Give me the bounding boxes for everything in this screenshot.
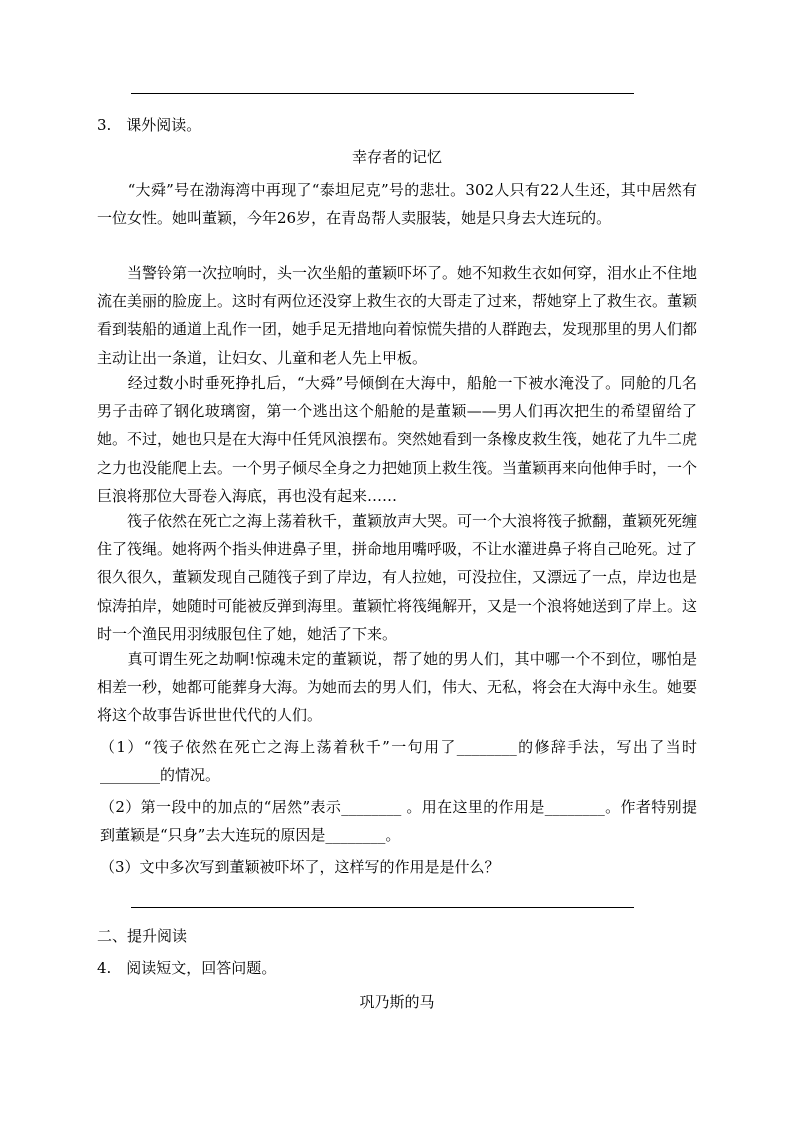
question-3: （3）文中多次写到董颖被吓坏了，这样写的作用是是什么？ (100, 858, 500, 876)
paragraph-1: “大舜”号在渤海湾中再现了“泰坦尼克”号的悲壮。302人只有22人生还，其中居然有一位女性。她叫董颖，今年26岁，在青岛帮人卖服装，她是只身去大连玩的。 (97, 181, 697, 228)
answer-line (131, 907, 634, 908)
question-2: （2）第一段中的加点的“居然”表示________ 。用在这里的作用是________。作者特别提到董颖是“只身”去大连玩的原因是________。 (100, 798, 697, 845)
article-title: 幸存者的记忆 (351, 148, 442, 166)
paragraph-5: 真可谓生死之劫啊!惊魂未定的董颖说，帮了她的男人们，其中哪一个不到位，哪怕是相差一秒，她都可能葬身大海。为她而去的男人们，伟大、无私，将会在大海中永生。她要将这个故事告诉世世代代的人们。 (97, 650, 698, 725)
article-title-2: 巩乃斯的马 (359, 993, 435, 1011)
section-4-heading: 4. 阅读短文，回答问题。 (97, 959, 277, 977)
paragraph-4: 筏子依然在死亡之海上荡着秋千，董颖放声大哭。可一个大浪将筏子掀翻，董颖死死缠住了筏绳。她将两个指头伸进鼻子里，拼命地用嘴呼吸，不让水灌进鼻子将自己呛死。过了很久很久，董颖发现自己随筏子到了岸边，有人拉她，可没拉住，又漂远了一点，岸边也是惊涛拍岸，她随时可能被反弹到海里。董颖忙将筏绳解开，又是一个浪将她送到了岸上。这时一个渔民用羽绒服包住了她，她活了下来。 (97, 512, 698, 643)
section-3-heading: 3. 课外阅读。 (97, 116, 202, 134)
answer-line (131, 93, 634, 94)
question-1: （1）“筏子依然在死亡之海上荡着秋千”一句用了________的修辞手法，写出了当时________的情况。 (100, 738, 697, 785)
paragraph-2: 当警铃第一次拉响时，头一次坐船的董颖吓坏了。她不知救生衣如何穿，泪水止不住地流在美丽的脸庞上。这时有两位还没穿上救生衣的大哥走了过来，帮她穿上了救生衣。董颖看到装船的通道上乱作一团，她手足无措地向着惊慌失措的人群跑去，发现那里的男人们都主动让出一条道，让妇女、儿童和老人先上甲板。 (97, 264, 698, 367)
paragraph-3: 经过数小时垂死挣扎后，“大舜”号倾倒在大海中，船舱一下被水淹没了。同舱的几名男子击碎了钢化玻璃窗，第一个逃出这个船舱的是董颖——男人们再次把生的希望留给了她。不过，她也只是在大海中任凭风浪摆布。突然她看到一条橡皮救生筏，她花了九牛二虎之力也没能爬上去。一个男子倾尽全身之力把她顶上救生筏。当董颖再来向他伸手时，一个巨浪将那位大哥卷入海底，再也没有起来…… (97, 374, 698, 505)
section-two-heading: 二、提升阅读 (97, 927, 188, 945)
